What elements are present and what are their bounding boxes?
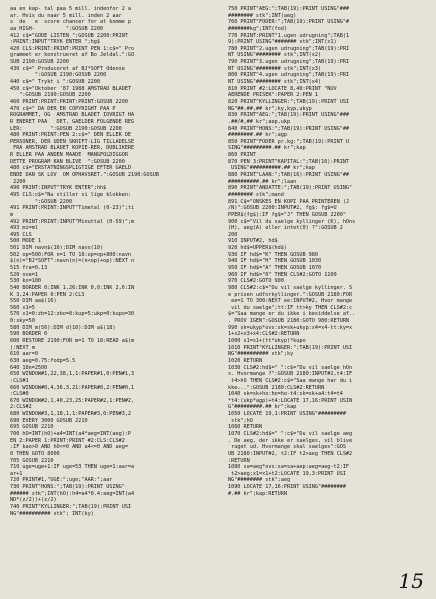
listing-line: 450 c$="Oktober '87 1988 AMSTRAD BLADET	[10, 85, 132, 92]
listing-line: 770 PRINT:PRINT"1.ugen udrugning";TAB(1	[228, 32, 350, 39]
listing-line: 891 C$="ONSKES EN KOPI PAA PRINTEREN (J	[228, 198, 350, 205]
listing-line: :CLS#1	[10, 377, 29, 384]
listing-line: ###### stk";INT(hO):h4=a4*0.4:aeg=INT(a4	[10, 490, 135, 497]
listing-line: 630 aeg=0.75:fodp=5.5	[10, 357, 76, 364]
listing-line: 720 PRINT#1,"UGE:";uge;"AAR:";aar	[10, 477, 113, 484]
listing-line: 501 DIM navn$(10):DIM navs(10)	[10, 245, 104, 252]
program-listing-right-column	[228, 6, 432, 497]
listing-line: 860 PRINT	[228, 152, 256, 159]
listing-line: LER: ":GOSUB 2190:GOSUB 2200	[10, 125, 122, 132]
listing-line: ENDE DAN SK LOV OM OPHAVSRET.":GOSUB 2190:GOSUB	[10, 172, 159, 179]
listing-line: 820 PRINT"KYLLINGER:";TAB(19):PRINT USI	[228, 98, 350, 105]
listing-line: 1090 LOCATE 17,16:PRINT USING"########	[228, 484, 346, 491]
listing-line: 920 hd$=UPPER$(hd$)	[228, 245, 287, 252]
listing-line: 540 BORDER 0:INK 1,26:INK 0,0:INK 2,6:IN	[10, 284, 135, 291]
listing-line: AERENDE PRISER":PAPER 2:PEN 1	[228, 92, 318, 99]
listing-line: 870 PEN 3:PRINT"KAPITAL:";TAB(16):PRINT	[228, 158, 350, 165]
listing-line: 430 c$=" Producoret af BJ*SOFT Odense	[10, 65, 125, 72]
listing-line: ee=1 TO 300:NEXT ee:INPUT#2, Hvor mange	[228, 298, 353, 305]
listing-line: 492 PRINT:PRINT:INPUT"Minuttal (0-59)";m	[10, 218, 135, 225]
listing-line: . PROV IGEN":GOSUB 2180:GOTO 980:RETURN	[228, 318, 350, 325]
listing-line: 900 c$="Vil du saelge kyllinger (K), hOns	[228, 218, 356, 225]
listing-line: 1060 RETURN	[228, 424, 263, 431]
listing-line: :PRINT:INPUT"TRYK ENTER ";hg$	[10, 39, 100, 46]
listing-line: kke...":GOSUB 2180:CLS#2:RETURN	[228, 384, 325, 391]
listing-line: 1000 s1=s1+(tt*ukyp)*kupo	[228, 338, 306, 345]
listing-line: 940 IF hd$="H" THEN GOSUB 1030	[228, 258, 322, 265]
listing-line: 690 EVERY 3000 GOSUB 2210	[10, 417, 88, 424]
listing-line: #######kg";INT(fod)	[228, 25, 287, 32]
listing-line: 1020 RETURN	[228, 357, 263, 364]
listing-line: 412 c$="GODE LISTEN ":GOSUB 2200:PRINT	[10, 32, 128, 39]
listing-line: USING"##########.## kr";kap	[228, 165, 315, 172]
listing-line: 495 CLS:c$="Nu stiller vi lige klokken:	[10, 191, 132, 198]
listing-line: 705 GOSUB 2210	[10, 457, 54, 464]
listing-line: 440 c$=" Trykt i ":GOSUB 2200	[10, 79, 100, 86]
listing-line: 790 PRINT"3.ugen udrugning";TAB(19):PRI	[228, 59, 350, 66]
listing-line: 810 PRINT #2:LOCATE 8,40:PRINT "NUV	[228, 85, 337, 92]
listing-line: 670 WINDOW#2,1,40,23,25:PAPER#2,1:PEN#2,	[10, 397, 135, 404]
listing-line: 502 op=500:FOR n=1 TO 10:op=op+800:navn	[10, 251, 132, 258]
listing-line: 800 PRINT"4.ugen udrugning";TAB(19):PRI	[228, 72, 350, 79]
listing-line: 480 PRINT:PRINT:PEN 2:c$=" DEN ELLER DE	[10, 132, 132, 139]
listing-line: 990 sk=ukyp*ovs:sk=sk+ukyp:x4=x4-tt:ky=x	[228, 324, 353, 331]
listing-line: ):NEXT m	[10, 344, 35, 351]
listing-line: s de e score chancer for at komme p	[10, 19, 132, 26]
listing-line: 650 WINDOW#1,22,38,1,1:PAPER#1,0:PEN#1,3	[10, 371, 135, 378]
listing-line: 495 CLS	[10, 231, 32, 238]
listing-line: PPER$(fg$):IF fg$="J" THEN GOSUB 2200"	[228, 211, 346, 218]
listing-line: e prisen udforkyllinger.":GOSUB 2180:FOR	[228, 291, 353, 298]
listing-line: 960 IF hd$="0" THEN CLS#2:GOTO 1100	[228, 271, 337, 278]
listing-line: 710 uge=uge+1:IF uge=53 THEN uge=1:aar=a	[10, 464, 135, 471]
listing-line: m	[10, 211, 14, 218]
listing-line: 880 PRINT"LAAN:";TAB(16):PRINT USING"##	[228, 172, 350, 179]
listing-line: grammet er konstrueret af Bo Jeldal.":GO	[10, 52, 135, 59]
listing-line: .##/#,## kr";aep,ukp	[228, 118, 291, 125]
listing-line: 640 10n=2500	[10, 364, 48, 371]
listing-line: 1030 CLS#2:hd$=" ":c$="Du vil saelge hOn	[228, 364, 353, 371]
listing-line: UB 2180:INPUT#2, t2:IF t2>aeg THEN CLS#2	[228, 450, 353, 457]
listing-line: 2:CLS#2	[10, 404, 32, 411]
listing-line: 200	[228, 231, 238, 238]
listing-line: 1050 LOCATE 19,1:PRINT USING"#########	[228, 411, 346, 418]
listing-line: 470 c$=" DA DER ER COPYRIGHT PAA P	[10, 105, 116, 112]
listing-line: 560 x1=5	[10, 304, 35, 311]
listing-line: 950 IF hd$="A" THEN GOSUB 1070	[228, 264, 322, 271]
listing-line: 1080 sa=aeg*ovs:sa=sa+aep:aeg=aeg-t2:IF	[228, 464, 350, 471]
listing-line: 700 hO=INT(hO)+a4=INT(a4*aeg=INT(aeg):P	[10, 431, 132, 437]
listing-line: 2200	[10, 178, 26, 185]
listing-line: 1070 CLS#2:hd$=" ":c$="Du vil saelge aeg	[228, 431, 353, 437]
listing-line: NG"######## stk";aeg	[228, 477, 291, 484]
listing-line: 680 WINDOW#3,1,18,1,1:PAPER#3,0:PEN#3,2	[10, 411, 132, 418]
listing-line: EN 2:PAPER 1:PRINT:PRINT #2:CLS:CLS#2	[10, 437, 125, 444]
listing-line: ROGRAMMET, OG AMSTRAD BLADET IOVRIGT HA	[10, 112, 135, 119]
listing-line: :IF kao>0 AND hO<=0 AND a4<=0 AND aeg=	[10, 444, 128, 451]
listing-line: 600 RESTORE 2190:FOR m=1 TO 18:READ a$(m	[10, 338, 135, 345]
listing-line: 0:sky=50	[10, 318, 35, 325]
listing-line: 760 PRINT"FODER:";TAB(19):PRINT USING"#	[228, 19, 350, 26]
listing-line: (H), aeg(A) eller intet(0) ?":GOSUB 2	[228, 225, 343, 232]
listing-line: t2>aeg:x1=x1+t2:LOCATE 19,3:PRINT USI	[228, 470, 346, 477]
listing-line: 1010 PRINT"KYLLINGER:";TAB(19):PRINT USI	[228, 344, 353, 351]
listing-line: DETTE PROGRAM KAN BLIVE ":GOSUB 2200	[10, 158, 125, 165]
listing-line: 850 PRINT"FODER pr.kg:";TAB(19):PRINT U	[228, 138, 350, 145]
listing-line: SUB 2190:GOSUB 2200	[10, 59, 69, 66]
listing-line: 550 DIM aa$(16)	[10, 298, 57, 305]
listing-line: 530 ko=100	[10, 278, 42, 285]
listing-line: 491 PRINT:PRINT:INPUT"Timetal (0-23)";ti	[10, 205, 135, 212]
listing-line: ######## stk";INT(aeg)	[228, 12, 297, 19]
listing-line: 580 DIM m(56):DIM d(10):DIM a$(18)	[10, 324, 116, 331]
listing-line: ar. Hvis du naar 5 mill. inden 2 aar	[10, 12, 122, 19]
listing-line: 0 THEN GOTO 8000	[10, 450, 60, 457]
listing-line: /N)":GOSUB 2200:INPUT#2, fg$: fg$=U	[228, 205, 337, 212]
listing-line: 840 PRINT"HONS:";TAB(19):PRINT USING"##	[228, 125, 350, 132]
listing-line: ######## stk";mand	[228, 191, 284, 198]
listing-line: 460 PRINT:PRINT:PRINT:PRINT:GOSUB 2200	[10, 98, 128, 105]
listing-line: NG"##.##,## kr";ky,kyp,ukyp	[228, 105, 312, 112]
listing-line: NT USING"######## stk";INT(x2)	[228, 52, 322, 59]
listing-line: ND*(z/2))+(z/2)	[10, 497, 57, 504]
listing-line: 740 PRINT"KYLLINGER:";TAB(19):PRINT USI	[10, 504, 132, 511]
listing-line: 9):PRINT USING"####### stk";INT(x1)	[228, 39, 337, 46]
listing-line: . De aeg, der ikke er saelges, vil blive	[228, 437, 353, 444]
listing-line: aa HIGH- ":GOSUB 2200	[10, 25, 104, 32]
listing-line: 780 PRINT"2.ugen udrugning";TAB(19):PRI	[228, 45, 350, 52]
listing-line: 830 PRINT"AEG:";TAB(19):PRINT USING"###	[228, 112, 350, 119]
listing-line: SING"#########.## kr";kap	[228, 145, 306, 152]
listing-line: 730 PRINT"HONS:";TAB(19):PRINT USING"	[10, 484, 125, 491]
listing-line: vil du saelge";tt:IF tt>ky THEN CLS#2:c	[228, 304, 353, 311]
listing-line: R ELLER PAA ANDEN MAADE MANGFOLDIGGOR	[10, 152, 128, 159]
listing-line: 910 INPUT#2, hd$	[228, 238, 278, 245]
listing-line: 695 GOSUB 2210	[10, 424, 54, 431]
listing-line: s. Hvormange ?":GOSUB 2180:INPUT#2,t4:IF	[228, 371, 353, 378]
listing-line: R ENERET PAA DET, GAELDER FOLGENDE REG	[10, 118, 135, 125]
listing-line: aa en kap- tal paa 5 mill. indenfor 2 a	[10, 6, 132, 12]
listing-line: :CLS#0	[10, 391, 29, 398]
listing-line: ":GOSUB 2190:GOSUB 2200	[10, 72, 107, 79]
listing-line: 610 aar=0	[10, 351, 38, 358]
listing-line: 570 x1=0:zb=12:zbo=0:kup=5:ukp=0:kupo=30	[10, 311, 135, 318]
page-number: 15	[398, 569, 424, 593]
listing-line: 890 PRINT"ANDATTE:";TAB(19):PRINT USING"	[228, 185, 353, 192]
listing-line: 500 MODE 1	[10, 238, 42, 245]
listing-line: NG"########## stk";ky	[228, 351, 294, 358]
listing-line: $="Saa mange er du ikke i besiddelse af..	[228, 311, 356, 318]
listing-line: t4>hO THEN CLS#2:c$="Saa mange har du i	[228, 377, 353, 384]
listing-line: $(n)="BJ*SOFT":navn(n)=(n<op)+op):NEXT n	[10, 258, 135, 265]
program-listing-left-column	[10, 6, 224, 517]
listing-line: ########.## kr";agp	[228, 132, 287, 139]
listing-line: 930 IF hd$="K" THEN GOSUB 980	[228, 251, 318, 258]
listing-line: stk";hO	[228, 417, 253, 424]
listing-line: ##########.## kr";laan	[228, 178, 297, 185]
listing-line: 520 ove=1	[10, 271, 38, 278]
listing-line: 1+x2+x3+x4:CLS#2:RETURN	[228, 331, 300, 338]
listing-line: FRA AMSTRAD BLADET KOPIE-RER, DUBLIKERE	[10, 145, 135, 152]
listing-line: ruget ud. Hvormange skal saelges":GOS	[228, 444, 346, 451]
listing-line: ":GOSUB 2200	[10, 198, 73, 205]
listing-line: 420 CLS:PRINT:PRINT:PRINT PEN 1:c$=" Pro	[10, 45, 135, 52]
listing-line: NG"########## stk"; INT(ky)	[10, 510, 94, 517]
listing-line: G"#########.## kr";kap	[228, 404, 297, 411]
listing-line: *t4:(ukp*agp)+t4:LOCATE 17,16:PRINT USIN	[228, 397, 353, 404]
listing-line: NT USING"######## stk";INT(x3)	[228, 65, 322, 72]
listing-line: :RETURN	[228, 457, 250, 464]
listing-line: 480 c$="ERSTATNINGSPLIGTIGE EFTER GAELD	[10, 165, 132, 172]
listing-line: 493 mi=ml	[10, 225, 38, 232]
listing-line: K 3,24:PAPER 0:PEN 2:CLS	[10, 291, 85, 298]
listing-line: 970 CLS#2:GOTO 900	[228, 278, 284, 285]
listing-line: 490 PRINT:INPUT"TRYK ENTER";hh$	[10, 185, 107, 192]
listing-line: 660 WINDOW#0,4,36,3,21:PAPER#0,2:PEN#0,1	[10, 384, 135, 391]
listing-line: ar+1	[10, 470, 23, 477]
listing-line: PERSONER, DER UDEN SKRIFT-LIG TILLADELSE	[10, 138, 135, 145]
listing-line: 1040 sk=sk+ho:ho=ho-t4:sk=sk+a4:t4=t4	[228, 391, 343, 398]
listing-line: 750 PRINT"AEG:";TAB(19):PRINT USING"###	[228, 6, 350, 12]
listing-line: #.## kr";kap:RETURN	[228, 490, 287, 497]
listing-line: 590 BORDER 0	[10, 331, 48, 338]
listing-line: 515 fra=0.13	[10, 264, 48, 271]
listing-line: ":GOSUB 2190:GOSUB 2200	[10, 92, 91, 99]
listing-line: 980 CLS#2:c$="Du vil saelge kyllinger. S	[228, 284, 353, 291]
listing-line: NT USING"######## stk";INT(x4)	[228, 79, 322, 86]
